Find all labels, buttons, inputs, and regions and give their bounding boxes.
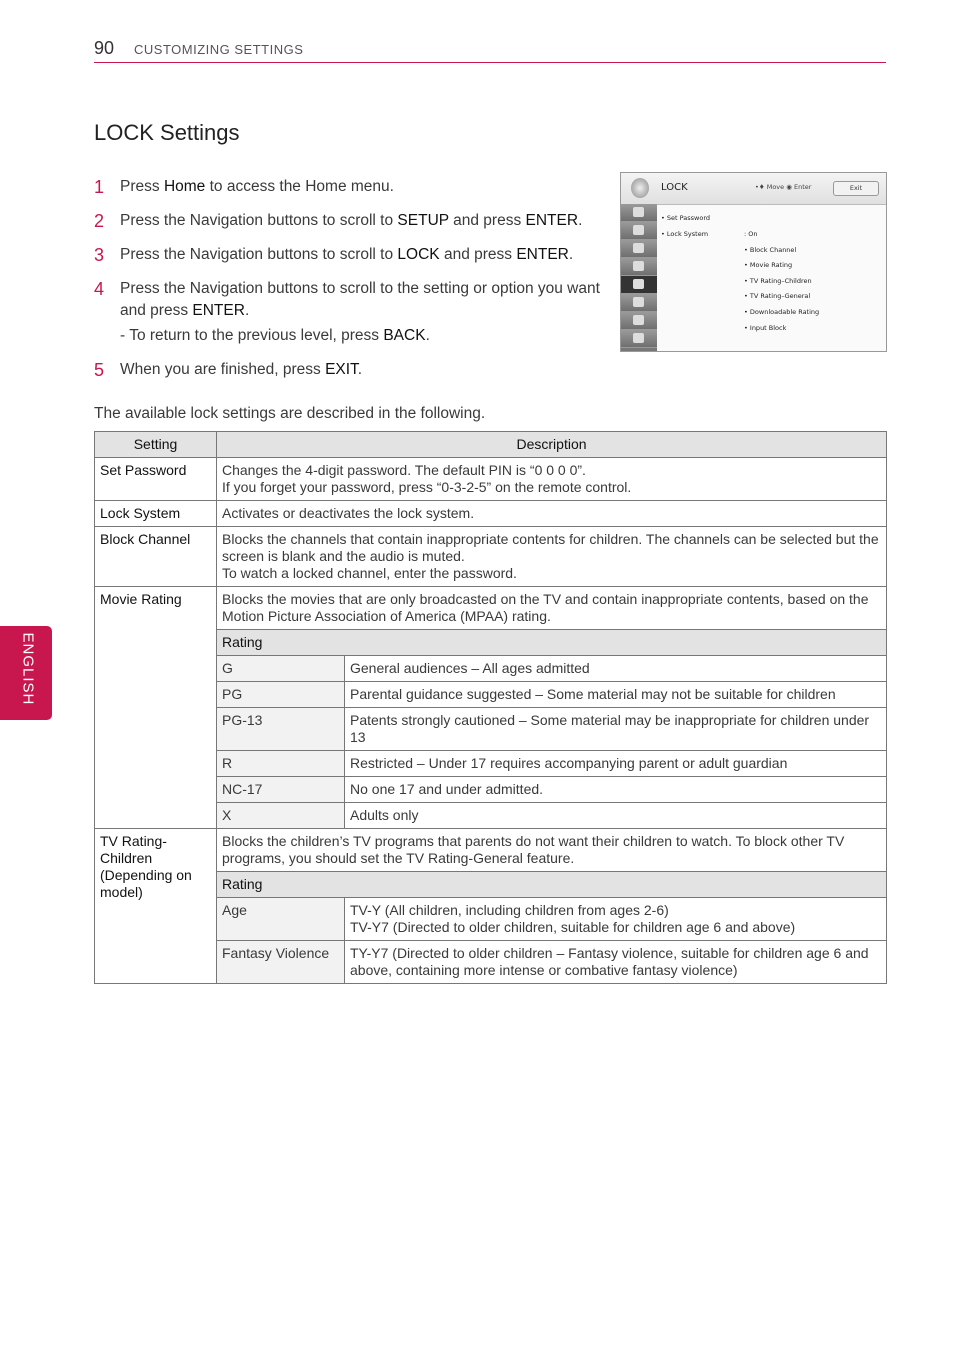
table-row: [95, 501, 887, 527]
setting-description: Activates or deactivates the lock system.: [217, 501, 887, 527]
section-label: CUSTOMIZING SETTINGS: [134, 42, 304, 57]
lock-menu-icon: [621, 276, 657, 294]
rating-header: Rating: [217, 872, 887, 898]
step-subnote: [120, 325, 614, 347]
key-name: SETUP: [397, 212, 449, 229]
rating-header: Rating: [217, 630, 887, 656]
step-number: 1: [94, 177, 105, 197]
menu-value: • Downloadable Rating: [744, 307, 820, 316]
setting-name: Lock System: [95, 501, 217, 527]
lock-settings-table: [94, 431, 887, 984]
menu-value: • Movie Rating: [744, 261, 793, 270]
table-row: [95, 587, 887, 630]
menu-item: • Set Password: [661, 214, 711, 222]
rating-code: G: [217, 656, 345, 682]
nav-hint: •♦ Move ◉ Enter: [755, 183, 812, 191]
lock-menu-screenshot: [620, 172, 887, 352]
description-line: TV-Y (All children, including children from ages 2-6): [350, 902, 669, 918]
menu-value: • Input Block: [744, 323, 787, 332]
page-number: 90: [94, 38, 115, 58]
step-text: When you are finished, press: [120, 361, 326, 378]
menu-title-bar: [621, 173, 886, 205]
language-tab: [0, 626, 52, 720]
option-icon: [621, 294, 657, 312]
lock-icon: [631, 178, 649, 198]
description-line: TV-Y7 (Directed to older children, suitable for children age 6 and above): [350, 919, 796, 935]
help-icon: [621, 330, 657, 348]
menu-value: • TV Rating–General: [744, 292, 811, 301]
key-name: LOCK: [397, 246, 440, 263]
table-row: [95, 829, 887, 872]
step-text: Press the Navigation buttons to scroll to the setting or option you want and press: [120, 280, 600, 319]
step-text: and press: [439, 246, 517, 263]
setting-name: Set Password: [95, 458, 217, 501]
setup-icon: [621, 240, 657, 258]
page-header: [94, 38, 886, 63]
network-icon: [621, 312, 657, 330]
key-name: EXIT: [325, 361, 358, 378]
rating-description: Restricted – Under 17 requires accompanying parent or adult guardian: [345, 751, 887, 777]
step-4: [94, 278, 614, 347]
step-number: 2: [94, 211, 105, 231]
step-text: .: [578, 212, 583, 229]
column-header: Setting: [95, 432, 217, 458]
rating-description: Parental guidance suggested – Some material may not be suitable for children: [345, 682, 887, 708]
table-row: [95, 527, 887, 587]
exit-button: Exit: [833, 181, 879, 196]
description-line: To watch a locked channel, enter the password.: [222, 565, 517, 581]
step-text: to access the Home menu.: [205, 178, 394, 195]
step-text: .: [568, 246, 574, 263]
rating-description: General audiences – All ages admitted: [345, 656, 887, 682]
audio-icon: [621, 222, 657, 240]
menu-value: : On: [744, 230, 758, 238]
step-text: - To return to the previous level, press: [120, 327, 384, 344]
setting-description: [217, 527, 887, 587]
menu-value: • TV Rating–Children: [744, 276, 812, 285]
setting-name: Movie Rating: [95, 587, 217, 829]
rating-code: Fantasy Violence: [217, 941, 345, 984]
rating-description: No one 17 and under admitted.: [345, 777, 887, 803]
column-header: Description: [217, 432, 887, 458]
menu-sidebar: [621, 204, 657, 351]
rating-code: X: [217, 803, 345, 829]
step-number: 3: [94, 245, 105, 265]
menu-values: [744, 227, 819, 336]
step-text: Press the Navigation buttons to scroll to: [120, 212, 398, 229]
menu-item: • Lock System: [661, 229, 709, 238]
description-line: Changes the 4-digit password. The default PIN is “0 0 0 0”.: [222, 462, 586, 478]
setting-name: Block Channel: [95, 527, 217, 587]
menu-title: LOCK: [661, 182, 688, 193]
step-number: 4: [94, 279, 105, 299]
step-number: 5: [94, 360, 105, 380]
step-1: [94, 176, 614, 198]
rating-code: R: [217, 751, 345, 777]
language-label: ENGLISH: [19, 632, 37, 706]
step-text: .: [244, 302, 250, 319]
intro-text: The available lock settings are described in the following.: [94, 405, 486, 422]
rating-description: TY-Y7 (Directed to older children – Fantasy violence, suitable for children age 6 and above, containing more intense or combative fantasy violence): [345, 941, 887, 984]
key-name: BACK: [383, 327, 426, 344]
steps-list: [94, 176, 614, 393]
time-icon: [621, 258, 657, 276]
step-text: Press: [120, 178, 164, 195]
description-line: If you forget your password, press “0-3-2-5” on the remote control.: [222, 479, 632, 495]
rating-code: NC-17: [217, 777, 345, 803]
setting-description: Blocks the movies that are only broadcasted on the TV and contain inappropriate contents, based on the Motion Picture Association of America (MPAA) rating.: [217, 587, 887, 630]
setting-description: [217, 458, 887, 501]
rating-code: PG-13: [217, 708, 345, 751]
step-5: [94, 359, 614, 381]
table-header-row: [95, 432, 887, 458]
setting-description: Blocks the children’s TV programs that parents do not want their children to watch. To block other TV programs, you should set the TV Rating-General feature.: [217, 829, 887, 872]
step-text: .: [357, 361, 363, 378]
key-name: ENTER: [525, 212, 579, 229]
picture-icon: [621, 204, 657, 222]
step-text: .: [425, 327, 430, 344]
menu-items: [661, 211, 710, 242]
step-2: [94, 210, 614, 232]
step-text: Press the Navigation buttons to scroll to: [120, 246, 398, 263]
table-row: [95, 458, 887, 501]
key-name: ENTER: [516, 246, 569, 263]
rating-description: Adults only: [345, 803, 887, 829]
rating-code: Age: [217, 898, 345, 941]
key-name: Home: [163, 178, 206, 195]
description-line: Blocks the channels that contain inappropriate contents for children. The channels can be selected but the screen is blank and the audio is muted.: [222, 531, 879, 564]
menu-value: • Block Channel: [744, 245, 797, 254]
step-text: and press: [448, 212, 526, 229]
rating-code: PG: [217, 682, 345, 708]
rating-description: Patents strongly cautioned – Some material may be inappropriate for children under 13: [345, 708, 887, 751]
key-name: ENTER: [192, 302, 245, 319]
step-3: [94, 244, 614, 266]
setting-name: TV Rating-Children (Depending on model): [95, 829, 217, 984]
rating-description: [345, 898, 887, 941]
page-title: LOCK Settings: [94, 120, 240, 145]
